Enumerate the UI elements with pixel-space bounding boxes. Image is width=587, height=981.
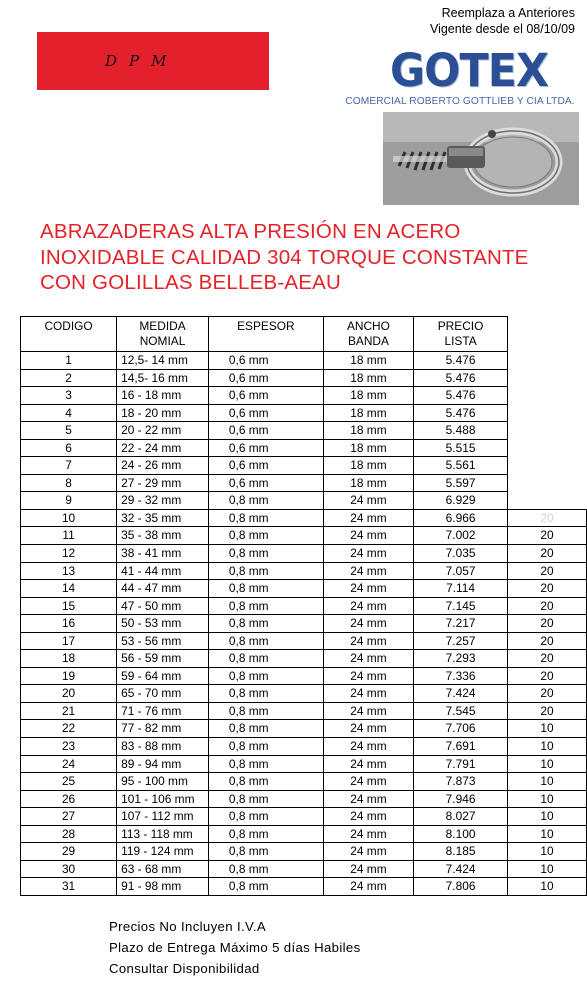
hose-clamp-photo [383, 112, 579, 205]
cell-cantidad: 20 [508, 562, 587, 580]
cell-ancho: 24 mm [323, 755, 413, 773]
table-row [21, 615, 587, 633]
cell-cantidad: 10 [508, 773, 587, 791]
table-row [21, 843, 587, 861]
cell-codigo: 26 [21, 790, 117, 808]
header-extra [508, 317, 587, 352]
cell-precio: 7.217 [414, 615, 508, 633]
cell-espesor: 0,8 mm [208, 527, 323, 545]
cell-medida: 29 - 32 mm [117, 492, 209, 510]
cell-ancho: 24 mm [323, 562, 413, 580]
cell-codigo: 25 [21, 773, 117, 791]
table-row [21, 545, 587, 563]
cell-ancho: 24 mm [323, 545, 413, 563]
table-row [21, 457, 587, 475]
cell-precio: 7.035 [414, 545, 508, 563]
cell-espesor: 0,6 mm [208, 474, 323, 492]
title-line-2: INOXIDABLE CALIDAD 304 TORQUE CONSTANTE [40, 245, 529, 269]
table-row [21, 527, 587, 545]
table-row [21, 422, 587, 440]
cell-ancho: 24 mm [323, 580, 413, 598]
cell-cantidad: 20 [508, 702, 587, 720]
cell-espesor: 0,6 mm [208, 404, 323, 422]
cell-cantidad: 20 [508, 685, 587, 703]
cell-ancho: 24 mm [323, 685, 413, 703]
cell-cantidad: 10 [508, 720, 587, 738]
cell-precio: 5.476 [414, 352, 508, 370]
valid-since-note: Vigente desde el 08/10/09 [429, 22, 575, 36]
cell-cantidad: 20 [508, 527, 587, 545]
cell-ancho: 24 mm [323, 615, 413, 633]
table-row [21, 755, 587, 773]
cell-cantidad: 20 [508, 632, 587, 650]
cell-precio: 7.114 [414, 580, 508, 598]
cell-precio: 5.515 [414, 439, 508, 457]
cell-medida: 77 - 82 mm [117, 720, 209, 738]
header-codigo: CODIGO [21, 317, 117, 352]
product-title [40, 219, 585, 296]
cell-precio: 7.424 [414, 860, 508, 878]
table-row [21, 738, 587, 756]
cell-espesor: 0,6 mm [208, 457, 323, 475]
cell-medida: 119 - 124 mm [117, 843, 209, 861]
cell-precio: 7.706 [414, 720, 508, 738]
table-row [21, 387, 587, 405]
cell-precio: 7.336 [414, 667, 508, 685]
cell-codigo: 23 [21, 738, 117, 756]
cell-cantidad [508, 474, 587, 492]
cell-precio: 7.545 [414, 702, 508, 720]
cell-cantidad: 20 [508, 615, 587, 633]
cell-espesor: 0,8 mm [208, 720, 323, 738]
cell-precio: 8.027 [414, 808, 508, 826]
replaces-note: Reemplaza a Anteriores [441, 6, 575, 20]
cell-cantidad: 10 [508, 843, 587, 861]
cell-cantidad: 20 [508, 545, 587, 563]
cell-medida: 91 - 98 mm [117, 878, 209, 896]
table-row [21, 650, 587, 668]
cell-precio: 7.791 [414, 755, 508, 773]
cell-precio: 7.293 [414, 650, 508, 668]
footer-delivery-note: Plazo de Entrega Máximo 5 días Habiles [109, 940, 361, 955]
cell-precio: 5.488 [414, 422, 508, 440]
cell-precio: 8.100 [414, 825, 508, 843]
cell-ancho: 24 mm [323, 825, 413, 843]
table-row [21, 720, 587, 738]
cell-espesor: 0,6 mm [208, 369, 323, 387]
cell-ancho: 24 mm [323, 720, 413, 738]
header-precio: PRECIO LISTA [414, 317, 508, 352]
cell-precio: 5.561 [414, 457, 508, 475]
cell-codigo: 11 [21, 527, 117, 545]
brand-name: GOTEX [390, 44, 549, 97]
cell-espesor: 0,8 mm [208, 790, 323, 808]
cell-precio: 5.476 [414, 387, 508, 405]
cell-cantidad: 10 [508, 878, 587, 896]
cell-codigo: 12 [21, 545, 117, 563]
dpm-label: DPM [105, 52, 179, 70]
cell-ancho: 18 mm [323, 387, 413, 405]
cell-codigo: 21 [21, 702, 117, 720]
table-row [21, 352, 587, 370]
cell-codigo: 22 [21, 720, 117, 738]
cell-cantidad [508, 404, 587, 422]
cell-espesor: 0,6 mm [208, 422, 323, 440]
cell-espesor: 0,8 mm [208, 773, 323, 791]
cell-precio: 6.966 [414, 509, 508, 527]
cell-ancho: 24 mm [323, 632, 413, 650]
cell-codigo: 7 [21, 457, 117, 475]
cell-ancho: 24 mm [323, 878, 413, 896]
cell-cantidad [508, 422, 587, 440]
cell-precio: 7.057 [414, 562, 508, 580]
cell-precio: 5.476 [414, 404, 508, 422]
cell-precio: 5.476 [414, 369, 508, 387]
cell-espesor: 0,8 mm [208, 702, 323, 720]
cell-espesor: 0,8 mm [208, 562, 323, 580]
cell-cantidad [508, 369, 587, 387]
footer-availability-note: Consultar Disponibilidad [109, 961, 260, 976]
cell-espesor: 0,8 mm [208, 545, 323, 563]
cell-cantidad [508, 439, 587, 457]
cell-medida: 53 - 56 mm [117, 632, 209, 650]
hose-clamp-icon [383, 112, 579, 205]
cell-medida: 101 - 106 mm [117, 790, 209, 808]
cell-codigo: 17 [21, 632, 117, 650]
cell-cantidad: 10 [508, 860, 587, 878]
cell-espesor: 0,6 mm [208, 439, 323, 457]
cell-codigo: 13 [21, 562, 117, 580]
cell-medida: 24 - 26 mm [117, 457, 209, 475]
cell-ancho: 24 mm [323, 597, 413, 615]
cell-medida: 113 - 118 mm [117, 825, 209, 843]
table-row [21, 667, 587, 685]
cell-codigo: 9 [21, 492, 117, 510]
cell-espesor: 0,6 mm [208, 387, 323, 405]
cell-codigo: 28 [21, 825, 117, 843]
cell-precio: 7.424 [414, 685, 508, 703]
cell-ancho: 24 mm [323, 509, 413, 527]
cell-medida: 35 - 38 mm [117, 527, 209, 545]
cell-codigo: 2 [21, 369, 117, 387]
cell-espesor: 0,8 mm [208, 615, 323, 633]
table-row [21, 808, 587, 826]
cell-cantidad: 10 [508, 755, 587, 773]
cell-ancho: 24 mm [323, 860, 413, 878]
table-row [21, 580, 587, 598]
cell-medida: 32 - 35 mm [117, 509, 209, 527]
cell-medida: 20 - 22 mm [117, 422, 209, 440]
table-row [21, 860, 587, 878]
table-row [21, 773, 587, 791]
cell-medida: 65 - 70 mm [117, 685, 209, 703]
cell-medida: 63 - 68 mm [117, 860, 209, 878]
cell-medida: 83 - 88 mm [117, 738, 209, 756]
cell-espesor: 0,8 mm [208, 738, 323, 756]
cell-medida: 47 - 50 mm [117, 597, 209, 615]
cell-medida: 18 - 20 mm [117, 404, 209, 422]
cell-codigo: 6 [21, 439, 117, 457]
cell-espesor: 0,8 mm [208, 667, 323, 685]
table-row [21, 685, 587, 703]
cell-ancho: 18 mm [323, 457, 413, 475]
cell-medida: 22 - 24 mm [117, 439, 209, 457]
table-row [21, 562, 587, 580]
cell-espesor: 0,8 mm [208, 843, 323, 861]
table-row [21, 439, 587, 457]
cell-ancho: 18 mm [323, 404, 413, 422]
cell-espesor: 0,8 mm [208, 509, 323, 527]
table-row [21, 369, 587, 387]
cell-espesor: 0,6 mm [208, 352, 323, 370]
cell-cantidad [508, 387, 587, 405]
cell-medida: 41 - 44 mm [117, 562, 209, 580]
table-row [21, 790, 587, 808]
header-espesor: ESPESOR [208, 317, 323, 352]
cell-codigo: 18 [21, 650, 117, 668]
cell-codigo: 3 [21, 387, 117, 405]
table-row [21, 825, 587, 843]
cell-ancho: 18 mm [323, 422, 413, 440]
cell-medida: 12,5- 14 mm [117, 352, 209, 370]
cell-cantidad: 10 [508, 825, 587, 843]
table-row [21, 474, 587, 492]
cell-codigo: 1 [21, 352, 117, 370]
footer-notes [109, 916, 361, 979]
cell-ancho: 24 mm [323, 527, 413, 545]
cell-codigo: 20 [21, 685, 117, 703]
table-row [21, 878, 587, 896]
cell-codigo: 16 [21, 615, 117, 633]
cell-medida: 59 - 64 mm [117, 667, 209, 685]
cell-espesor: 0,8 mm [208, 492, 323, 510]
table-row [21, 597, 587, 615]
cell-cantidad: 10 [508, 738, 587, 756]
title-line-3: CON GOLILLAS BELLEB-AEAU [40, 271, 342, 294]
cell-cantidad: 20 [508, 580, 587, 598]
cell-codigo: 4 [21, 404, 117, 422]
cell-codigo: 29 [21, 843, 117, 861]
cell-medida: 16 - 18 mm [117, 387, 209, 405]
cell-cantidad [508, 352, 587, 370]
cell-medida: 27 - 29 mm [117, 474, 209, 492]
cell-medida: 14,5- 16 mm [117, 369, 209, 387]
cell-medida: 95 - 100 mm [117, 773, 209, 791]
table-row [21, 404, 587, 422]
cell-medida: 107 - 112 mm [117, 808, 209, 826]
header-medida: MEDIDA NOMIAL [117, 317, 209, 352]
cell-codigo: 10 [21, 509, 117, 527]
cell-precio: 7.806 [414, 878, 508, 896]
cell-cantidad: 20 [508, 509, 587, 527]
cell-ancho: 18 mm [323, 439, 413, 457]
footer-iva-note: Precios No Incluyen I.V.A [109, 919, 267, 934]
cell-codigo: 30 [21, 860, 117, 878]
cell-ancho: 24 mm [323, 773, 413, 791]
cell-cantidad: 10 [508, 808, 587, 826]
cell-espesor: 0,8 mm [208, 755, 323, 773]
table-row [21, 509, 587, 527]
cell-ancho: 24 mm [323, 738, 413, 756]
cell-precio: 7.946 [414, 790, 508, 808]
cell-precio: 7.691 [414, 738, 508, 756]
cell-espesor: 0,8 mm [208, 878, 323, 896]
title-line-1: ABRAZADERAS ALTA PRESIÓN EN ACERO [40, 220, 461, 243]
cell-precio: 7.257 [414, 632, 508, 650]
cell-espesor: 0,8 mm [208, 650, 323, 668]
cell-cantidad: 20 [508, 597, 587, 615]
cell-espesor: 0,8 mm [208, 580, 323, 598]
dpm-banner [37, 32, 269, 90]
cell-ancho: 18 mm [323, 352, 413, 370]
cell-precio: 5.597 [414, 474, 508, 492]
cell-medida: 71 - 76 mm [117, 702, 209, 720]
table-row [21, 492, 587, 510]
cell-codigo: 15 [21, 597, 117, 615]
cell-medida: 50 - 53 mm [117, 615, 209, 633]
cell-ancho: 24 mm [323, 790, 413, 808]
cell-medida: 89 - 94 mm [117, 755, 209, 773]
cell-ancho: 24 mm [323, 650, 413, 668]
cell-espesor: 0,8 mm [208, 808, 323, 826]
cell-codigo: 19 [21, 667, 117, 685]
table-row [21, 632, 587, 650]
table-row [21, 702, 587, 720]
table-header-row [21, 317, 587, 352]
cell-codigo: 14 [21, 580, 117, 598]
cell-medida: 44 - 47 mm [117, 580, 209, 598]
cell-codigo: 5 [21, 422, 117, 440]
cell-precio: 6.929 [414, 492, 508, 510]
cell-cantidad [508, 457, 587, 475]
company-name: COMERCIAL ROBERTO GOTTLIEB Y CIA LTDA. [345, 96, 575, 107]
cell-medida: 56 - 59 mm [117, 650, 209, 668]
price-table [20, 316, 587, 896]
cell-ancho: 24 mm [323, 492, 413, 510]
cell-ancho: 24 mm [323, 667, 413, 685]
cell-codigo: 24 [21, 755, 117, 773]
cell-ancho: 24 mm [323, 808, 413, 826]
header-ancho: ANCHO BANDA [323, 317, 413, 352]
cell-espesor: 0,8 mm [208, 860, 323, 878]
cell-precio: 7.145 [414, 597, 508, 615]
cell-espesor: 0,8 mm [208, 685, 323, 703]
cell-espesor: 0,8 mm [208, 632, 323, 650]
cell-cantidad: 20 [508, 667, 587, 685]
cell-espesor: 0,8 mm [208, 597, 323, 615]
cell-precio: 7.873 [414, 773, 508, 791]
cell-codigo: 8 [21, 474, 117, 492]
cell-ancho: 18 mm [323, 369, 413, 387]
gotex-logo [390, 44, 578, 98]
cell-codigo: 27 [21, 808, 117, 826]
cell-cantidad: 20 [508, 650, 587, 668]
cell-precio: 7.002 [414, 527, 508, 545]
cell-codigo: 31 [21, 878, 117, 896]
cell-ancho: 24 mm [323, 702, 413, 720]
cell-precio: 8.185 [414, 843, 508, 861]
cell-cantidad [508, 492, 587, 510]
cell-medida: 38 - 41 mm [117, 545, 209, 563]
cell-ancho: 18 mm [323, 474, 413, 492]
cell-ancho: 24 mm [323, 843, 413, 861]
cell-cantidad: 10 [508, 790, 587, 808]
cell-espesor: 0,8 mm [208, 825, 323, 843]
